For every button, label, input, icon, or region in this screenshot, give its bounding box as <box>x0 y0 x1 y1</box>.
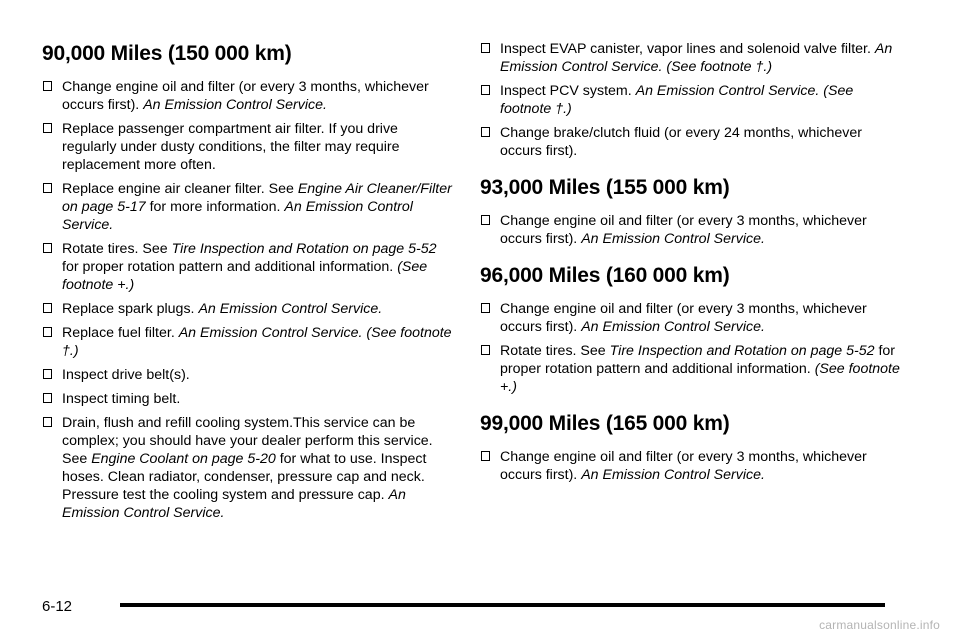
reference-text: An Emission Control Service. <box>62 199 413 233</box>
page-number: 6-12 <box>42 598 73 615</box>
checkbox-icon <box>481 127 490 137</box>
item-text: Replace fuel filter. <box>62 325 179 341</box>
checklist <box>480 212 900 248</box>
section-title: 96,000 Miles (160 000 km) <box>480 264 730 287</box>
checklist-item <box>42 240 454 294</box>
checklist-item <box>42 324 454 360</box>
checklist-item <box>42 120 454 174</box>
checklist-item <box>42 180 454 234</box>
item-text: Inspect PCV system. <box>500 83 636 99</box>
item-text: Inspect EVAP canister, vapor lines and solenoid valve filter. <box>500 41 875 57</box>
item-text: Rotate tires. See <box>62 241 172 257</box>
checklist-item <box>480 82 900 118</box>
right-column <box>480 40 900 490</box>
item-text: for more information. <box>145 199 285 215</box>
maintenance-section <box>480 174 900 248</box>
left-column <box>42 40 454 528</box>
maintenance-section <box>480 262 900 396</box>
maintenance-section <box>480 410 900 484</box>
checklist-item <box>42 78 454 114</box>
item-text: Change engine oil and filter (or every 3 months, whichever occurs first). <box>62 79 429 113</box>
item-text: for what to use. Inspect hoses. Clean radiator, condenser, pressure cap and neck. Pressure test the cooling system and pressure cap. <box>62 451 427 503</box>
checklist-item <box>42 414 454 522</box>
item-text: Change engine oil and filter (or every 3 months, whichever occurs first). <box>500 449 867 483</box>
checklist-item <box>42 366 454 384</box>
reference-text: Tire Inspection and Rotation on page 5-52 <box>171 241 437 257</box>
reference-text: (See footnote +.) <box>62 259 428 293</box>
checklist-item <box>480 124 900 160</box>
item-text: Replace engine air cleaner filter. See <box>62 181 298 197</box>
reference-text: An Emission Control Service. <box>198 301 383 317</box>
reference-text: Engine Air Cleaner/Filter on page 5-17 <box>62 181 452 215</box>
checkbox-icon <box>481 345 490 355</box>
item-text: Replace passenger compartment air filter. If you drive regularly under dusty conditions, the filter may require replacement more often. <box>62 121 400 173</box>
section-title: 90,000 Miles (150 000 km) <box>42 42 292 65</box>
checklist-item <box>480 212 900 248</box>
checklist-item <box>480 40 900 76</box>
checkbox-icon <box>43 81 52 91</box>
checklist <box>42 78 454 522</box>
checklist <box>480 40 900 160</box>
checkbox-icon <box>481 43 490 53</box>
checkbox-icon <box>481 451 490 461</box>
item-text: Drain, flush and refill cooling system.This service can be complex; you should have your dealer perform this service. See <box>62 415 433 467</box>
checkbox-icon <box>43 369 52 379</box>
item-text: Inspect drive belt(s). <box>62 367 190 383</box>
checkbox-icon <box>481 85 490 95</box>
footer-rule <box>120 603 885 607</box>
section-title: 99,000 Miles (165 000 km) <box>480 412 730 435</box>
item-text: for proper rotation pattern and additional information. <box>500 343 896 377</box>
checkbox-icon <box>43 183 52 193</box>
checkbox-icon <box>43 123 52 133</box>
checkbox-icon <box>43 327 52 337</box>
checkbox-icon <box>481 303 490 313</box>
item-text: Replace spark plugs. <box>62 301 199 317</box>
reference-text: An Emission Control Service. (See footnote †.) <box>500 83 854 117</box>
checkbox-icon <box>43 243 52 253</box>
checklist-item <box>42 300 454 318</box>
checklist <box>480 448 900 484</box>
checklist-item <box>480 342 900 396</box>
reference-text: (See footnote +.) <box>500 361 900 395</box>
section-title: 93,000 Miles (155 000 km) <box>480 176 730 199</box>
reference-text: An Emission Control Service. <box>581 467 765 483</box>
maintenance-section <box>480 40 900 160</box>
watermark: carmanualsonline.info <box>819 618 940 632</box>
reference-text: Engine Coolant on page 5-20 <box>91 451 276 467</box>
item-text: Change engine oil and filter (or every 3 months, whichever occurs first). <box>500 301 867 335</box>
item-text: for proper rotation pattern and additional information. <box>62 259 398 275</box>
item-text: Change brake/clutch fluid (or every 24 months, whichever occurs first). <box>500 125 862 159</box>
checklist <box>480 300 900 396</box>
checkbox-icon <box>481 215 490 225</box>
reference-text: Tire Inspection and Rotation on page 5-52 <box>609 343 875 359</box>
item-text: Inspect timing belt. <box>62 391 181 407</box>
reference-text: An Emission Control Service. <box>143 97 327 113</box>
reference-text: An Emission Control Service. (See footnote †.) <box>62 325 452 359</box>
item-text: Rotate tires. See <box>500 343 610 359</box>
reference-text: An Emission Control Service. <box>62 487 406 521</box>
reference-text: An Emission Control Service. <box>581 231 765 247</box>
checklist-item <box>480 300 900 336</box>
checkbox-icon <box>43 303 52 313</box>
maintenance-section <box>42 40 454 522</box>
item-text: Change engine oil and filter (or every 3 months, whichever occurs first). <box>500 213 867 247</box>
checkbox-icon <box>43 417 52 427</box>
checklist-item <box>42 390 454 408</box>
reference-text: An Emission Control Service. (See footnote †.) <box>500 41 893 75</box>
reference-text: An Emission Control Service. <box>581 319 765 335</box>
checkbox-icon <box>43 393 52 403</box>
checklist-item <box>480 448 900 484</box>
